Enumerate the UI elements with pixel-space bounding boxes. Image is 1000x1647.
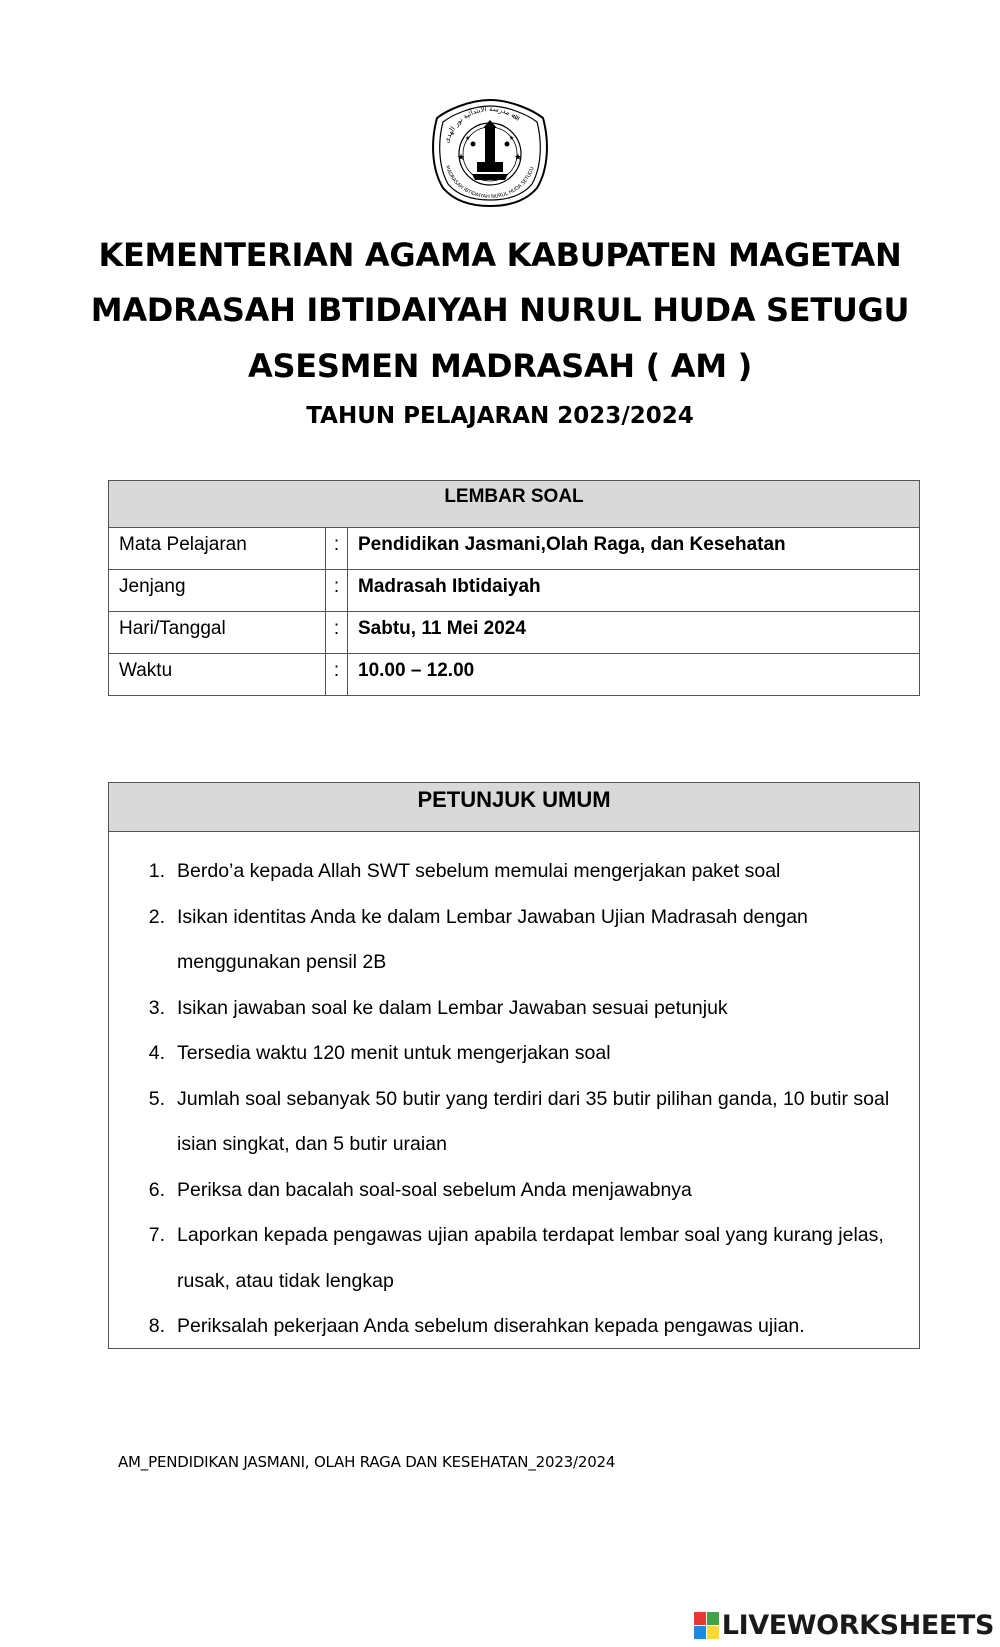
row-colon: : <box>326 654 348 696</box>
item-line: Isikan jawaban soal ke dalam Lembar Jawaban sesuai petunjuk <box>177 996 728 1019</box>
info-table-heading: LEMBAR SOAL <box>109 481 920 528</box>
item-line: Periksa dan bacalah soal-soal sebelum Anda menjawabnya <box>177 1178 692 1201</box>
item-line: Isikan identitas Anda ke dalam Lembar Jawaban Ujian Madrasah dengan <box>177 905 808 928</box>
row-colon: : <box>326 612 348 654</box>
list-item <box>109 1304 919 1350</box>
item-text <box>177 1168 919 1214</box>
item-text <box>177 1213 919 1304</box>
item-number: 8. <box>148 1315 165 1337</box>
item-number: 7. <box>148 1224 165 1246</box>
item-line: rusak, atau tidak lengkap <box>177 1269 394 1292</box>
item-line: Berdo’a kepada Allah SWT sebelum memulai mengerjakan paket soal <box>177 860 781 882</box>
general-instructions-box <box>108 782 920 1349</box>
liveworksheets-brand[interactable] <box>694 1608 994 1642</box>
school-year: TAHUN PELAJARAN 2023/2024 <box>306 403 694 429</box>
madrasah-emblem-icon <box>425 96 555 208</box>
ministry-title: KEMENTERIAN AGAMA KABUPATEN MAGETAN <box>98 236 902 274</box>
item-line: Jumlah soal sebanyak 50 butir yang terdiri dari 35 butir pilihan ganda, 10 butir soal <box>177 1087 890 1110</box>
item-text <box>177 986 919 1032</box>
table-row <box>109 528 920 570</box>
table-row <box>109 612 920 654</box>
item-text <box>177 895 919 986</box>
list-item <box>109 1213 919 1304</box>
list-item <box>109 895 919 986</box>
subject-value: Pendidikan Jasmani,Olah Raga, dan Kesehatan <box>348 528 920 570</box>
level-value: Madrasah Ibtidaiyah <box>348 570 920 612</box>
item-line: Tersedia waktu 120 menit untuk mengerjakan soal <box>177 1042 611 1064</box>
assessment-title: ASESMEN MADRASAH ( AM ) <box>248 347 752 385</box>
row-colon: : <box>326 570 348 612</box>
row-label: Mata Pelajaran <box>109 528 326 570</box>
svg-text:ﷲ ﻣﺪﺭﺳﺔ ﺍﻻﺑﺘﺪﺍﺋﻴﺔ ﻧﻮﺭ ﺍﻟﻬﺪﻯ: ﷲ ﻣﺪﺭﺳﺔ ﺍﻻﺑﺘﺪﺍﺋﻴﺔ ﻧﻮﺭ ﺍﻟﻬﺪﻯ <box>442 104 518 144</box>
item-number: 2. <box>148 905 165 928</box>
item-line: Laporkan kepada pengawas ujian apabila terdapat lembar soal yang kurang jelas, <box>177 1224 884 1246</box>
item-line: Periksalah pekerjaan Anda sebelum diserahkan kepada pengawas ujian. <box>177 1315 805 1337</box>
list-item <box>109 1077 919 1168</box>
item-text <box>177 1304 919 1350</box>
list-item <box>109 849 919 895</box>
table-row <box>109 654 920 696</box>
item-number: 1. <box>148 860 165 882</box>
list-item <box>109 986 919 1032</box>
liveworksheets-logo-icon <box>694 1612 718 1638</box>
svg-text:★: ★ <box>509 135 515 142</box>
date-value: Sabtu, 11 Mei 2024 <box>348 612 920 654</box>
svg-text:★: ★ <box>465 135 471 142</box>
svg-text:★: ★ <box>457 153 466 163</box>
time-value: 10.00 – 12.00 <box>348 654 920 696</box>
svg-text:★: ★ <box>514 153 523 163</box>
list-item <box>109 1031 919 1077</box>
row-label: Waktu <box>109 654 326 696</box>
item-text <box>177 1077 919 1168</box>
exam-info-table <box>108 480 920 696</box>
item-number: 3. <box>148 996 165 1019</box>
instructions-list <box>109 849 919 1350</box>
school-name: MADRASAH IBTIDAIYAH NURUL HUDA SETUGU <box>90 291 910 329</box>
list-item <box>109 1168 919 1214</box>
item-number: 4. <box>148 1042 165 1064</box>
instructions-heading: PETUNJUK UMUM <box>109 783 919 832</box>
item-line: isian singkat, dan 5 butir uraian <box>177 1133 447 1155</box>
item-text <box>177 849 919 895</box>
item-line: menggunakan pensil 2B <box>177 951 387 973</box>
row-label: Jenjang <box>109 570 326 612</box>
table-row <box>109 570 920 612</box>
row-label: Hari/Tanggal <box>109 612 326 654</box>
logo-outer-text: MADRASAH IBTIDAIYAH NURUL HUDA SETUGU <box>443 164 536 201</box>
document-code: AM_PENDIDIKAN JASMANI, OLAH RAGA DAN KESEHATAN_2023/2024 <box>118 1453 616 1471</box>
item-number: 5. <box>148 1087 165 1110</box>
row-colon: : <box>326 528 348 570</box>
item-text <box>177 1031 919 1077</box>
brand-name: LIVEWORKSHEETS <box>721 1609 994 1641</box>
item-number: 6. <box>148 1178 165 1201</box>
